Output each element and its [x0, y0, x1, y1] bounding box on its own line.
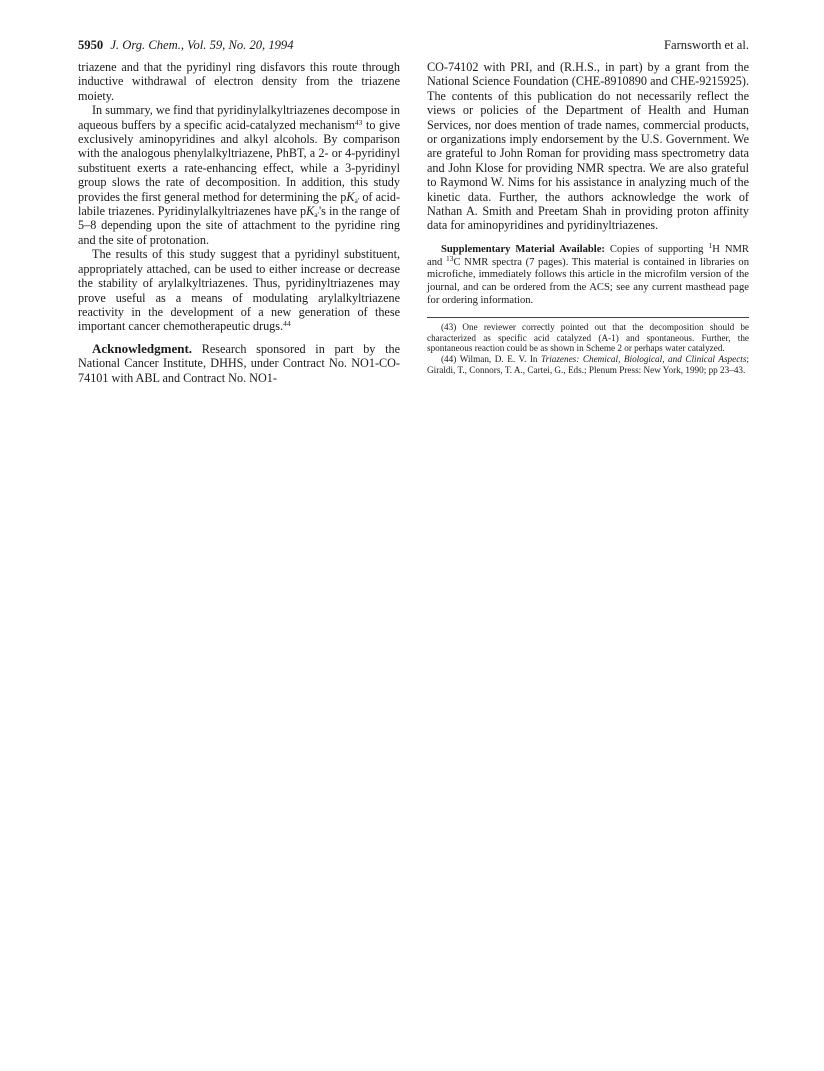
acknowledgment-continuation: [427, 60, 749, 233]
paragraph-text: H NMR and: [427, 243, 749, 268]
acknowledgment-heading: Acknowledgment.: [92, 340, 193, 356]
right-column: [427, 60, 749, 376]
pka-subscript: a': [314, 210, 319, 220]
paragraph-continuation: [78, 60, 400, 103]
conclusion-paragraph: [78, 247, 400, 333]
paragraph-text: of acid-labile triazenes. Pyridinylalkyltriazenes have p: [78, 189, 400, 219]
reference-superscript: 43: [354, 117, 363, 127]
page-number: 5950: [78, 38, 104, 52]
acknowledgment-paragraph: [78, 342, 400, 385]
paragraph-text: 's in the range of 5–8 depending upon the site of attachment to the pyridine ring and the site of protonation.: [78, 204, 400, 247]
pka-symbol: K: [306, 204, 315, 219]
footnote-text: (44) Wilman, D. E. V. In: [441, 354, 542, 365]
running-authors: Farnsworth et al.: [664, 38, 749, 52]
pka-subscript: a': [354, 195, 360, 205]
pka-symbol: K: [346, 189, 355, 204]
paragraph-text: triazene and that the pyridinyl ring disfavors this route through inductive withdrawal of electron density from the triazene moiety.: [78, 60, 400, 103]
left-column: [78, 60, 400, 385]
reference-superscript: 44: [283, 319, 291, 329]
isotope-superscript: 13: [445, 253, 454, 263]
paragraph-text: to give exclusively aminopyridines and alkyl alcohols. By comparison with the analogous phenylalkyltriazene, PhBT, a 2- or 4-pyridinyl substituent exerts a rate-enhancing effect, while a 3-pyridinyl group slows the rate of decomposition. In addition, this study provides the first general method for determining the p: [78, 117, 400, 204]
paragraph-text: Copies of supporting: [604, 243, 709, 255]
paragraph-text: CO-74102 with PRI, and (R.H.S., in part) by a grant from the National Science Foundation (CHE-8910890 and CHE-9215925). The contents of this publication do not necessarily reflect the views or policies of the Department of Health and Human Services, nor does mention of trade names, commercial products, or organizations imply endorsement by the U.S. Government. We are grateful to John Roman for providing mass spectrometry data and John Klose for providing NMR spectra. We are also grateful to Raymond W. Nims for his assistance in analyzing much of the kinetic data. Further, the authors acknowledge the work of Nathan A. Smith and Preetam Shah in providing proton affinity data for aminopyridines and pyridinyltriazenes.: [427, 60, 749, 233]
paragraph-text: C NMR spectra (7 pages). This material is contained in libraries on microfiche, immediately follows this article in the microfilm version of the journal, and can be ordered from the ACS; see any current masthead page for ordering information.: [427, 256, 749, 307]
book-title: Triazenes: Chemical, Biological, and Clinical Aspects: [541, 354, 747, 365]
footnote-divider: [427, 317, 749, 318]
paragraph-text: The results of this study suggest that a pyridinyl substituent, appropriately attached, can be used to either increase or decrease the stability of arylalkyltriazenes. Thus, pyridinyltriazenes may prove useful as a means of modulating arylalkyltriazene reactivity in the development of a new generation of these important cancer chemotherapeutic drugs.: [78, 247, 400, 334]
isotope-superscript: 1: [708, 240, 713, 250]
paragraph-text: In summary, we find that pyridinylalkyltriazenes decompose in aqueous buffers by a specific acid-catalyzed mechanism: [78, 103, 400, 132]
supplementary-material: [427, 240, 749, 308]
summary-paragraph: [78, 103, 400, 247]
paragraph-text: Research sponsored in part by the National Cancer Institute, DHHS, under Contract No. NO1-CO-74101 with ABL and Contract No. NO1-: [78, 341, 400, 385]
footnote-44: [427, 354, 749, 376]
footnote-text: (43) One reviewer correctly pointed out that the decomposition should be characterized as specific acid catalyzed (A-1) and spontaneous. Further, the spontaneous reaction could be as shown in Scheme 2 or perhaps water catalyzed.: [427, 321, 749, 354]
journal-citation: J. Org. Chem., Vol. 59, No. 20, 1994: [110, 38, 294, 52]
footnote-text: ; Giraldi, T., Connors, T. A., Cartei, G., Eds.; Plenum Press: New York, 1990; pp 23–43.: [427, 354, 749, 376]
footnote-43: [427, 322, 749, 354]
supplementary-heading: Supplementary Material Available:: [441, 243, 605, 255]
running-header: [78, 36, 749, 54]
